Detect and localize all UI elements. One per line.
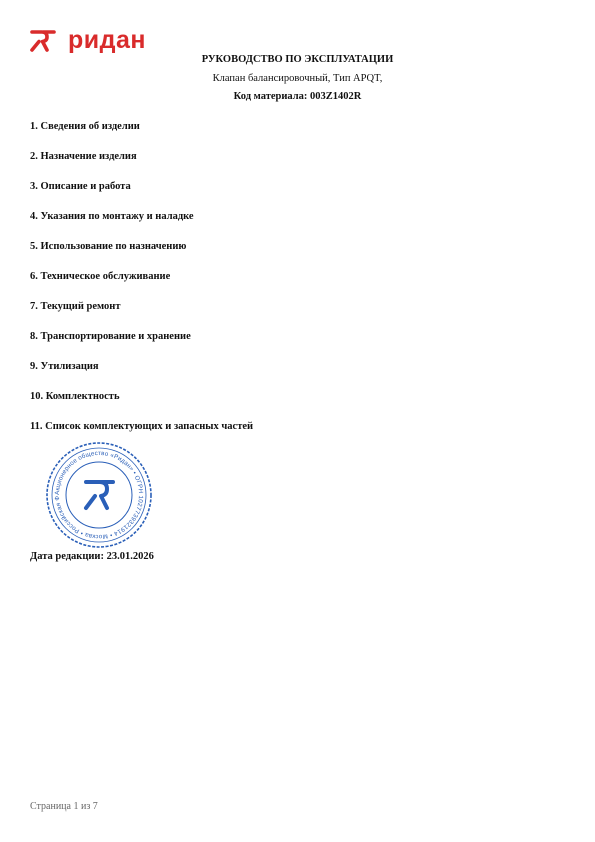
document-subtitle: Клапан балансировочный, Тип APQT,	[212, 73, 383, 84]
stamp-ring-text: Акционерное общество «Ридан» • ОГРН 1027739321914 • Москва • Российская Ф	[53, 449, 145, 541]
page-number: Страница 1 из 7	[30, 801, 98, 812]
toc-item[interactable]: 3. Описание и работа	[30, 181, 131, 192]
company-seal-stamp	[44, 440, 154, 550]
stamp-logo-icon	[86, 482, 113, 508]
ridan-logo	[28, 28, 146, 53]
revision-date: Дата редакции: 23.01.2026	[30, 551, 154, 562]
toc-item[interactable]: 7. Текущий ремонт	[30, 301, 121, 312]
toc-item[interactable]: 11. Список комплектующих и запасных частей	[30, 421, 254, 432]
toc-item[interactable]: 1. Сведения об изделии	[30, 121, 140, 132]
toc-item[interactable]: 6. Техническое обслуживание	[30, 271, 171, 282]
toc-item[interactable]: 10. Комплектность	[30, 391, 120, 402]
toc-item[interactable]: 2. Назначение изделия	[30, 151, 137, 162]
ridan-logo-icon	[28, 29, 58, 53]
table-of-contents	[30, 120, 253, 450]
toc-item[interactable]: 9. Утилизация	[30, 361, 99, 372]
svg-text:Акционерное общество «Ридан» •	[44, 440, 144, 540]
brand-name: ридан	[68, 26, 147, 54]
toc-item[interactable]: 5. Использование по назначению	[30, 241, 187, 252]
material-code: Код материала: 003Z1402R	[233, 91, 362, 102]
document-title: РУКОВОДСТВО ПО ЭКСПЛУАТАЦИИ	[201, 54, 394, 65]
toc-item[interactable]: 8. Транспортирование и хранение	[30, 331, 191, 342]
toc-item[interactable]: 4. Указания по монтажу и наладке	[30, 211, 194, 222]
